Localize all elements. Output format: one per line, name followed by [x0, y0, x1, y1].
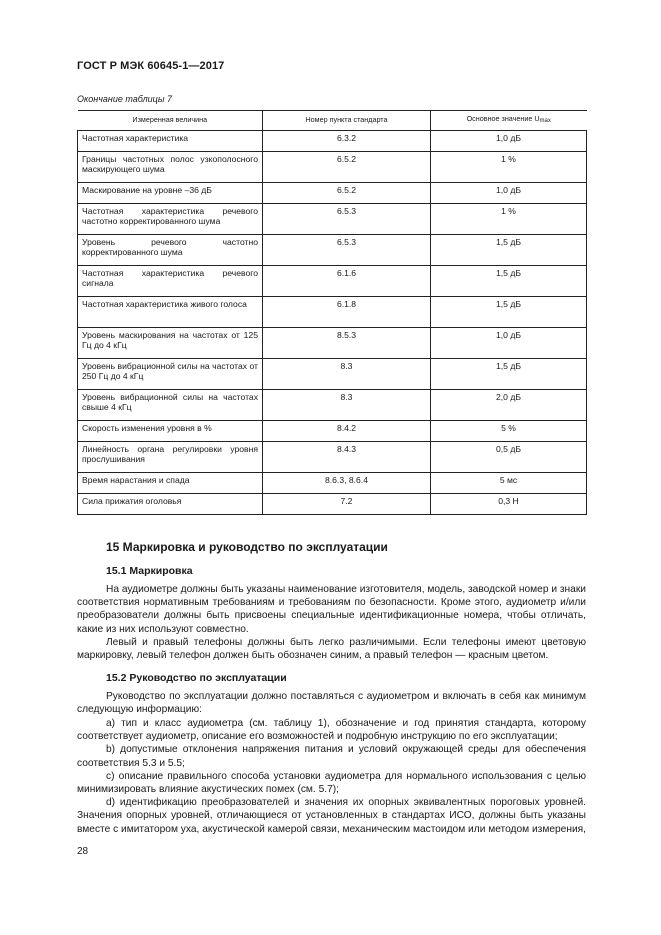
- cell-value: 1 %: [431, 204, 587, 235]
- cell-quantity: Границы частотных полос узкополосного маскирующего шума: [78, 152, 263, 183]
- table-row: [78, 204, 587, 235]
- table-caption: Окончание таблицы 7: [77, 94, 172, 104]
- table-row: [78, 473, 587, 494]
- cell-clause: 6.3.2: [263, 131, 431, 152]
- cell-quantity: Скорость изменения уровня в %: [78, 421, 263, 442]
- document-header: ГОСТ Р МЭК 60645-1—2017: [77, 60, 225, 72]
- section-15-heading: 15 Маркировка и руководство по эксплуатации: [106, 540, 388, 554]
- cell-clause: 6.5.3: [263, 235, 431, 266]
- cell-value: 0,3 Н: [431, 494, 587, 515]
- cell-clause: 6.5.3: [263, 204, 431, 235]
- cell-quantity: Уровень вибрационной силы на частотах от 250 Гц до 4 кГц: [78, 359, 263, 390]
- cell-value: 1 %: [431, 152, 587, 183]
- table-row: [78, 359, 587, 390]
- section-15-1-text: [77, 583, 586, 636]
- paragraph-headphones: Левый и правый телефоны должны быть легко различимыми. Если телефоны имеют цветовую маркировку, левый телефон должен быть обозначен синим, а правый телефон — красным цветом.: [77, 637, 586, 662]
- cell-quantity: Частотная характеристика речевого сигнала: [78, 266, 263, 297]
- cell-clause: 8.6.3, 8.6.4: [263, 473, 431, 494]
- column-header-quantity: Измеренная величина: [78, 111, 263, 131]
- cell-value: 1,0 дБ: [431, 183, 587, 204]
- cell-value: 1,5 дБ: [431, 235, 587, 266]
- table-row: [78, 183, 587, 204]
- section-15-1-heading: 15.1 Маркировка: [106, 565, 193, 577]
- table-row: [78, 494, 587, 515]
- manual-requirements-list: [77, 717, 586, 836]
- cell-quantity: Уровень маскирования на частотах от 125 Гц до 4 кГц: [78, 328, 263, 359]
- section-15-2-text: [77, 690, 586, 716]
- table-row: [78, 152, 587, 183]
- cell-clause: 8.4.3: [263, 442, 431, 473]
- column-header-value: Основное значение $U_{max}$: [431, 111, 587, 131]
- cell-value: 2,0 дБ: [431, 390, 587, 421]
- list-item: d) идентификацию преобразователей и значения их опорных эквивалентных пороговых уровней. Значения опорных уровней, отличающиеся от установленных в стандартах ИСО, должны быть указаны вместе с имитатором уха, акустической камерой связи, механическим мастоидом или методом измерения,: [77, 797, 587, 835]
- paragraph-marking: На аудиометре должны быть указаны наименование изготовителя, модель, заводской номер и знаки соответствия нормативным требованиям и требованиям по безопасности. Кроме этого, аудиометр и/или преобразователи должны быть присвоены специальные идентификационные номера, чтобы отличать, какие из них используют совместно.: [77, 584, 586, 635]
- table-row: [78, 421, 587, 442]
- cell-value: 0,5 дБ: [431, 442, 587, 473]
- cell-quantity: Уровень речевого частотно корректированного шума: [78, 235, 263, 266]
- table-row: [78, 442, 587, 473]
- cell-quantity: Уровень вибрационной силы на частотах свыше 4 кГц: [78, 390, 263, 421]
- cell-quantity: Сила прижатия оголовья: [78, 494, 263, 515]
- cell-quantity: Время нарастания и спада: [78, 473, 263, 494]
- cell-quantity: Частотная характеристика живого голоса: [78, 297, 263, 328]
- table-row: [78, 328, 587, 359]
- cell-quantity: Частотная характеристика: [78, 131, 263, 152]
- section-15-2-heading: 15.2 Руководство по эксплуатации: [106, 672, 287, 684]
- table-row: [78, 266, 587, 297]
- cell-value: 1,5 дБ: [431, 266, 587, 297]
- cell-clause: 6.5.2: [263, 152, 431, 183]
- table-row: [78, 131, 587, 152]
- cell-clause: 8.3: [263, 359, 431, 390]
- table-row: [78, 235, 587, 266]
- paragraph-manual-intro: Руководство по эксплуатации должно поставляться с аудиометром и включать в себя как минимум следующую информацию:: [77, 691, 586, 716]
- cell-value: 1,5 дБ: [431, 359, 587, 390]
- table-row: [78, 390, 587, 421]
- section-15-1-text-2: [77, 636, 586, 662]
- cell-clause: 6.5.2: [263, 183, 431, 204]
- cell-clause: 8.5.3: [263, 328, 431, 359]
- cell-clause: 6.1.8: [263, 297, 431, 328]
- list-item: b) допустимые отклонения напряжения питания и условий окружающей среды для обеспечения соответствия 5.3 и 5.5;: [77, 744, 586, 769]
- table-header-row: [78, 111, 587, 131]
- table-row: [78, 297, 587, 328]
- cell-value: 1,0 дБ: [431, 131, 587, 152]
- cell-quantity: Частотная характеристика речевого частотно корректированного шума: [78, 204, 263, 235]
- measurement-table: [77, 110, 587, 515]
- cell-value: 1,5 дБ: [431, 297, 587, 328]
- list-item: а) тип и класс аудиометра (см. таблицу 1), обозначение и год принятия стандарта, которому соответствует аудиометр, описание его возможностей и подробную инструкцию по его эксплуатации;: [77, 718, 586, 743]
- cell-value: 5 мс: [431, 473, 587, 494]
- cell-clause: 7.2: [263, 494, 431, 515]
- cell-value: 5 %: [431, 421, 587, 442]
- list-item: c) описание правильного способа установки аудиометра для нормального использования с целью минимизировать влияние акустических помех (см. 5.7);: [77, 770, 586, 796]
- cell-quantity: Маскирование на уровне –36 дБ: [78, 183, 263, 204]
- cell-clause: 8.4.2: [263, 421, 431, 442]
- page-number: 28: [77, 846, 89, 857]
- cell-clause: 6.1.6: [263, 266, 431, 297]
- cell-value: 1,0 дБ: [431, 328, 587, 359]
- cell-quantity: Линейность органа регулировки уровня прослушивания: [78, 442, 263, 473]
- column-header-clause: Номер пункта стандарта: [263, 111, 431, 131]
- cell-clause: 8.3: [263, 390, 431, 421]
